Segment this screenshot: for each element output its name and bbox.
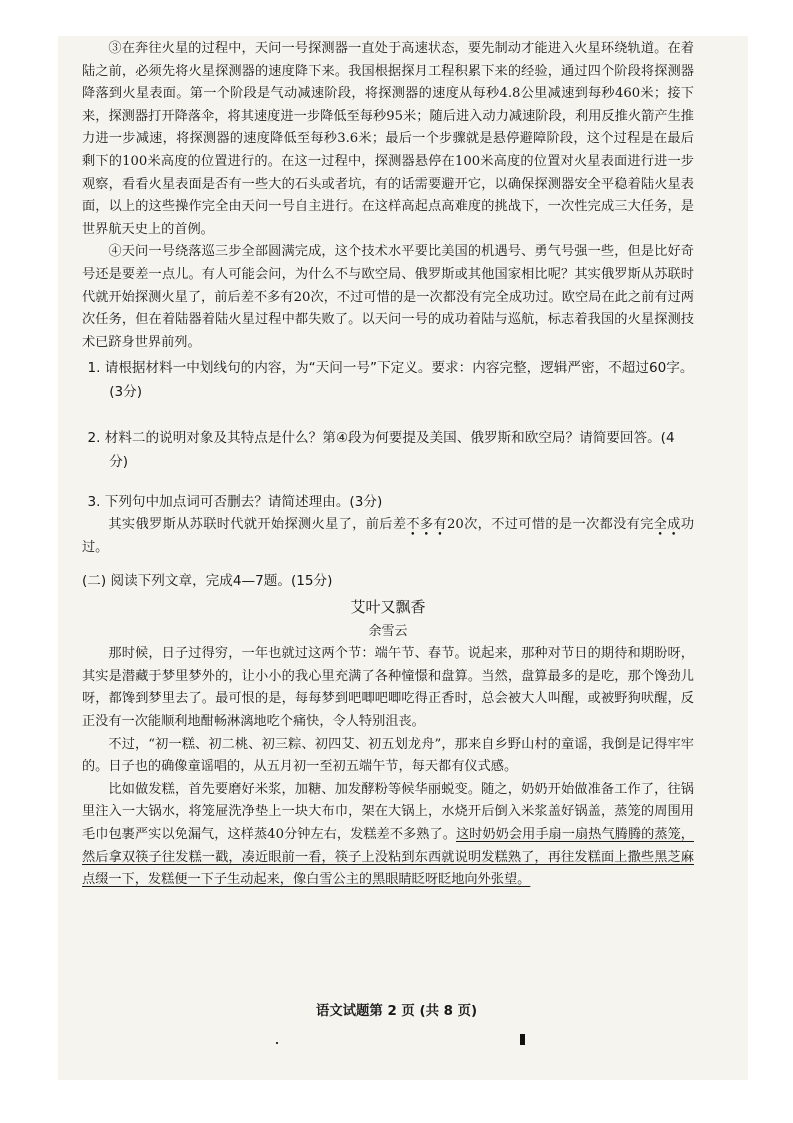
dotted-word-char: 差 <box>392 517 407 533</box>
material-paragraph-4: ④天问一号绕落巡三步全部圆满完成，这个技术水平要比美国的机遇号、勇气号强一些，但是比好奇号还是要差一点儿。有人可能会问，为什么不与欧空局、俄罗斯或其他国家相比呢？其实俄罗斯从苏联时代就开始探测火星了，前后差不多有20次，不过可惜的是一次都没有完全成功过。欧空局在此之前有过两次任务，但在着陆器着陆火星过程中都失败了。以天问一号的成功着陆与巡航，标志着我国的火星探测技术已跻身世界前列。 <box>82 244 694 350</box>
article-paragraph-1: 那时候，日子过得穷，一年也就过这两个节：端午节、春节。说起来，那种对节日的期待和期盼呀，其实是潜藏于梦里梦外的，让小小的我心里充满了各种憧憬和盘算。当然，盘算最多的是吃，那个馋劲儿呀，都馋到梦里去了。最可恨的是，每每梦到吧唧吧唧吃得正香时，总会被大人叫醒，或被野狗吠醒，反正没有一次能顺利地酣畅淋漓地吃个痛快，令人特别沮丧。 <box>82 646 694 730</box>
question-2: 2. 材料二的说明对象及其特点是什么？第④段为何要提及美国、俄罗斯和欧空局？请简要回答。(4 分) <box>87 430 675 471</box>
dotted-word-char: 不 <box>406 517 420 533</box>
page-footer: 语文试题第 2 页 (共 8 页) <box>315 1004 478 1019</box>
dotted-word-char: 完 <box>640 517 654 533</box>
question-3-quote: 其实俄罗斯从苏联时代就开始探测火星了，前后差不多有20次，不过可惜的是一次都没有完全成功过。 <box>82 517 695 555</box>
material-paragraph-3: ③在奔往火星的过程中，天问一号探测器一直处于高速状态，要先制动才能进入火星环绕轨道。在着陆之前，必须先将火星探测器的速度降下来。我国根据探月工程积累下来的经验，通过四个阶段将探测器降落到火星表面。第一个阶段是气动减速阶段，将探测器的速度从每秒4.8公里减速到每秒460米；接下来，探测器打开降落伞，将其速度进一步降低至每秒95米；随后进入动力减速阶段，利用反推火箭产生推力进一步减速，将探测器的速度降低至每秒3.6米；最后一个步骤就是悬停避障阶段，这个过程是在最后剩下的100米高度的位置进行的。在这一过程中，探测器悬停在100米高度的位置对火星表面进行进一步观察，看看火星表面是否有一些大的石头或者坑，有的话需要避开它，以确保探测器安全平稳着陆火星表面，以上的这些操作完全由天问一号自主进行。在这样高起点高难度的挑战下，一次性完成三大任务，是世界航天史上的首例。 <box>82 41 694 237</box>
dotted-word-char: 多 <box>419 517 434 533</box>
article-paragraph-2: 不过，“初一糕、初二桃、初三粽、初四艾、初五划龙舟”，那来自乡野山村的童谣，我倒是记得牢牢的。日子也的确像童谣唱的，从五月初一至初五端午节，每天都有仪式感。 <box>82 736 694 775</box>
dotted-word-char: 全 <box>653 517 668 533</box>
section-2-heading: (二) 阅读下列文章，完成4—7题。(15分) <box>82 572 333 589</box>
article-title: 艾叶又飘香 <box>350 598 426 617</box>
scan-mark <box>520 1034 525 1045</box>
article-paragraph-3: 比如做发糕，首先要磨好米浆，加糖、加发酵粉等候华丽蜕变。随之，奶奶开始做准备工作了，往锅里注入一大锅水，将笼屉洗净垫上一块大布巾，架在大锅上，水烧开后倒入米浆盖好锅盖，蒸笼的周围用毛巾包裹严实以免漏气，这样蒸40分钟左右，发糕差不多熟了。这时奶奶会用手扇一扇热气腾腾的蒸笼，然后拿双筷子往发糕一戳，凑近眼前一看，筷子上没粘到东西就说明发糕熟了，再往发糕面上撒些黑芝麻点缀一下，发糕便一下子生动起来，像白雪公主的黑眼睛眨呀眨地向外张望。 <box>82 781 694 888</box>
exam-content <box>82 38 694 892</box>
question-3: 3. 下列句中加点词可否删去？请简述理由。(3分) <box>87 494 383 511</box>
article-author: 余雪云 <box>368 623 408 639</box>
question-1: 1. 请根据材料一中划线句的内容，为“天问一号”下定义。要求：内容完整，逻辑严密，不超过60字。(3分) <box>87 360 694 401</box>
underlined-sentence: 这时奶奶会用手扇一扇热气腾腾的蒸笼，然后拿双筷子往发糕一戳，凑近眼前一看，筷子上没粘到东西就说明发糕熟了，再往发糕面上撒些黑芝麻点缀一下，发糕便一下子生动起来，像白雪公主的黑眼睛眨呀眨地向外张望。 <box>82 827 694 888</box>
scan-speck <box>276 1042 278 1044</box>
